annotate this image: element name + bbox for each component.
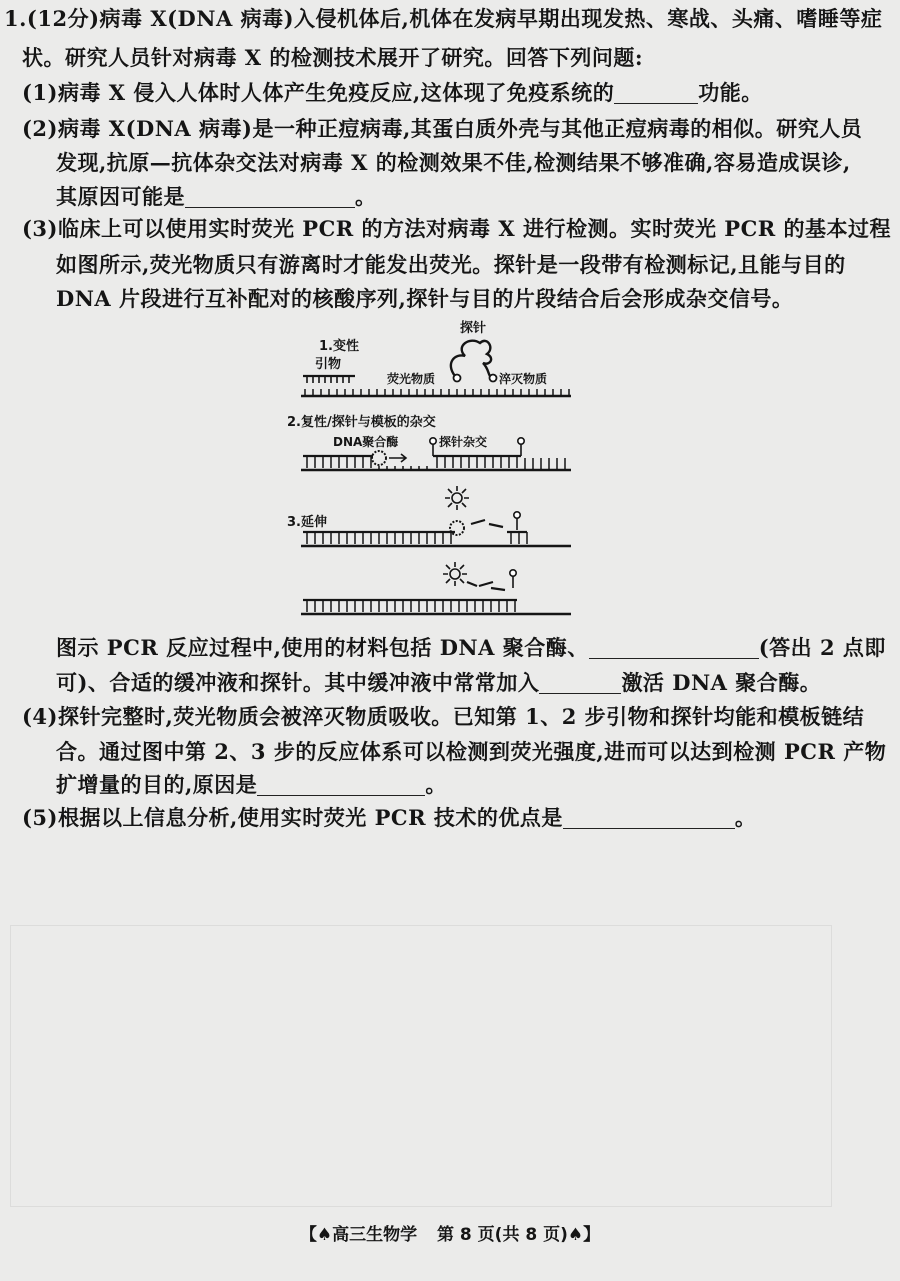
part1-text: (1)病毒 X 侵入人体时人体产生免疫反应,这体现了免疫系统的	[22, 80, 615, 105]
pcr-diagram	[287, 318, 585, 630]
part2-line3	[56, 182, 377, 212]
part3-buffer-suffix: 激活 DNA 聚合酶。	[621, 670, 822, 695]
part5-suffix: 。	[734, 805, 757, 830]
quencher-dot	[490, 375, 497, 382]
probe-label: 探针	[460, 321, 487, 336]
duplex-3	[301, 486, 571, 546]
step3-label: 3.延伸	[287, 515, 327, 530]
part3-buffer-text: 可)、合适的缓冲液和探针。其中缓冲液中常常加入	[56, 670, 540, 695]
probe-strand	[451, 341, 493, 378]
duplex-4	[301, 562, 571, 614]
footer-right-mark: ♠】	[567, 1225, 601, 1245]
part3-after-suffix: (答出 2 点即	[758, 635, 886, 660]
fluor-dot	[454, 375, 461, 382]
part5-text: (5)根据以上信息分析,使用实时荧光 PCR 技术的优点是	[22, 805, 563, 830]
part4-line3	[56, 770, 447, 800]
step1-label: 1.变性	[319, 339, 359, 354]
part2-suffix: 。	[355, 184, 377, 209]
part3-line2: 如图所示,荧光物质只有游离时才能发出荧光。探针是一段带有检测标记,且能与目的	[56, 252, 846, 277]
question-stem-line2: 状。研究人员针对病毒 X 的检测技术展开了研究。回答下列问题:	[22, 45, 644, 70]
part2-line2: 发现,抗原—抗体杂交法对病毒 X 的检测效果不佳,检测结果不够准确,容易造成误诊,	[56, 150, 851, 175]
primer-strand	[303, 376, 355, 383]
answer-blank-5[interactable]	[257, 773, 425, 796]
fluor-label: 荧光物质	[387, 372, 436, 386]
page-footer	[0, 1220, 900, 1245]
question-stem-line1: 1.(12分)病毒 X(DNA 病毒)入侵机体后,机体在发病早期出现发热、寒战、头痛、嗜睡等症	[4, 6, 883, 31]
answer-blank-6[interactable]	[563, 806, 735, 829]
hybrid-label: 探针杂交	[439, 435, 488, 449]
part3-line1: (3)临床上可以使用实时荧光 PCR 的方法对病毒 X 进行检测。实时荧光 PCR 的基本过程	[22, 216, 892, 241]
polymerase-label: DNA聚合酶	[333, 435, 399, 449]
answer-blank-3[interactable]	[589, 636, 759, 659]
part2-text: 其原因可能是	[56, 184, 185, 209]
part4-text: 扩增量的目的,原因是	[56, 772, 258, 797]
part1-suffix: 功能。	[698, 80, 763, 105]
bleed-through-table	[10, 925, 832, 1207]
part2-line1: (2)病毒 X(DNA 病毒)是一种正痘病毒,其蛋白质外壳与其他正痘病毒的相似。研究人员	[22, 116, 863, 141]
part5	[22, 803, 756, 833]
part1	[22, 78, 763, 108]
part4-line1: (4)探针完整时,荧光物质会被淬灭物质吸收。已知第 1、2 步引物和探针均能和模板链结	[22, 704, 865, 729]
template-strand-1	[301, 389, 571, 396]
footer-left-mark: 【♠	[299, 1225, 333, 1245]
primer-label: 引物	[315, 357, 342, 372]
step2-label: 2.复性/探针与模板的杂交	[287, 415, 436, 430]
part3-after-line1	[56, 633, 886, 663]
footer-title: 高三生物学	[332, 1225, 418, 1245]
answer-blank-2[interactable]	[185, 185, 355, 208]
answer-blank-1[interactable]	[614, 81, 698, 104]
answer-blank-4[interactable]	[539, 671, 621, 694]
part3-after-line2	[56, 668, 821, 698]
footer-page-number: 第 8 页(共 8 页)	[437, 1225, 568, 1245]
part4-line2: 合。通过图中第 2、3 步的反应体系可以检测到荧光强度,进而可以达到检测 PCR 产物	[56, 739, 887, 764]
part4-suffix: 。	[425, 772, 447, 797]
part3-after-text: 图示 PCR 反应过程中,使用的材料包括 DNA 聚合酶、	[56, 635, 589, 660]
quencher-label: 淬灭物质	[499, 372, 548, 386]
part3-line3: DNA 片段进行互补配对的核酸序列,探针与目的片段结合后会形成杂交信号。	[56, 286, 794, 311]
